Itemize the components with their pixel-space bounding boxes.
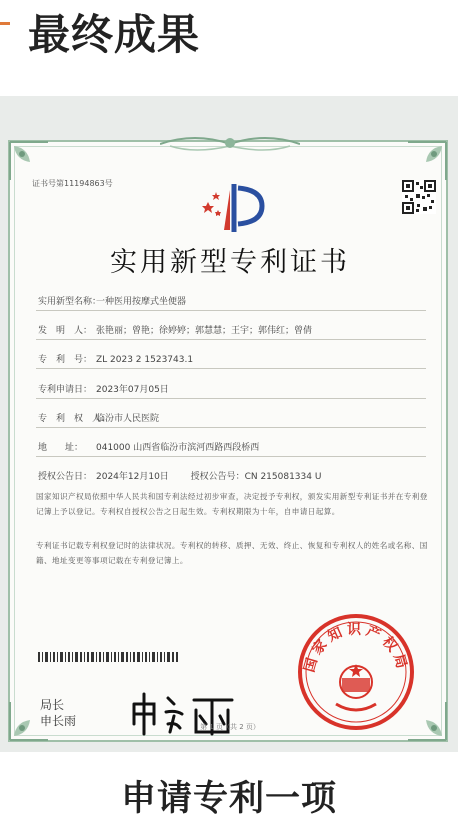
field-patentee: 专 利 权 人：临汾市人民医院 xyxy=(38,414,160,424)
field-grant-date: 授权公告日： 2024年12月10日 授权公告号：CN 215081334 U xyxy=(38,472,322,482)
header-bar xyxy=(0,0,458,74)
patent-certificate xyxy=(8,140,448,742)
certificate-body-paragraph-1: 国家知识产权局依照中华人民共和国专利法经过初步审查，决定授予专利权，颁发实用新型专利证书并在专利登记簿上予以登记。专利权自授权公告之日起生效。专利权期限为十年，自申请日起算。 xyxy=(36,492,428,516)
corner-ornament-icon xyxy=(406,140,448,182)
svg-text:国家知识产权局: 国家知识产权局 xyxy=(301,622,411,675)
certificate-photo xyxy=(0,96,458,752)
corner-ornament-icon xyxy=(8,140,50,182)
footer-title: 申请专利一项 xyxy=(120,779,337,819)
certificate-body-paragraph-2: 专利证书记载专利权登记时的法律状况。专利权的转移、质押、无效、终止、恢复和专利权人的姓名或名称、国籍、地址变更等事项记载在专利登记簿上。 xyxy=(36,541,428,565)
qr-code-icon xyxy=(402,180,436,214)
field-inventors: 发 明 人： 张艳丽；曾艳；徐婷婷；郭慧慧；王宇；郭伟红；曾倩 xyxy=(38,326,313,336)
field-utility-model-name: 实用新型名称：一种医用按摩式坐便器 xyxy=(38,297,187,307)
certificate-title: 实用新型专利证书 xyxy=(110,247,350,278)
certificate-number: 证书号第11194863号 xyxy=(32,179,113,188)
page-indicator: 第 1 页（共 2 页） xyxy=(200,723,260,731)
accent-bar xyxy=(0,22,10,25)
signature-title: 局长 xyxy=(40,698,65,712)
barcode-icon xyxy=(38,652,178,662)
field-application-date: 专利申请日： 2023年07月05日 xyxy=(38,385,169,395)
page-title: 最终成果 xyxy=(28,10,201,59)
top-ornament-icon xyxy=(160,132,300,154)
official-seal-icon xyxy=(296,612,416,732)
signatory-name: 申长雨 xyxy=(40,714,77,728)
field-address: 地 址： 041000 山西省临汾市滨河西路西段桥西 xyxy=(38,443,260,453)
field-patent-number: 专 利 号： ZL 2023 2 1523743.1 xyxy=(38,355,194,365)
cnipa-logo-icon xyxy=(200,180,268,236)
